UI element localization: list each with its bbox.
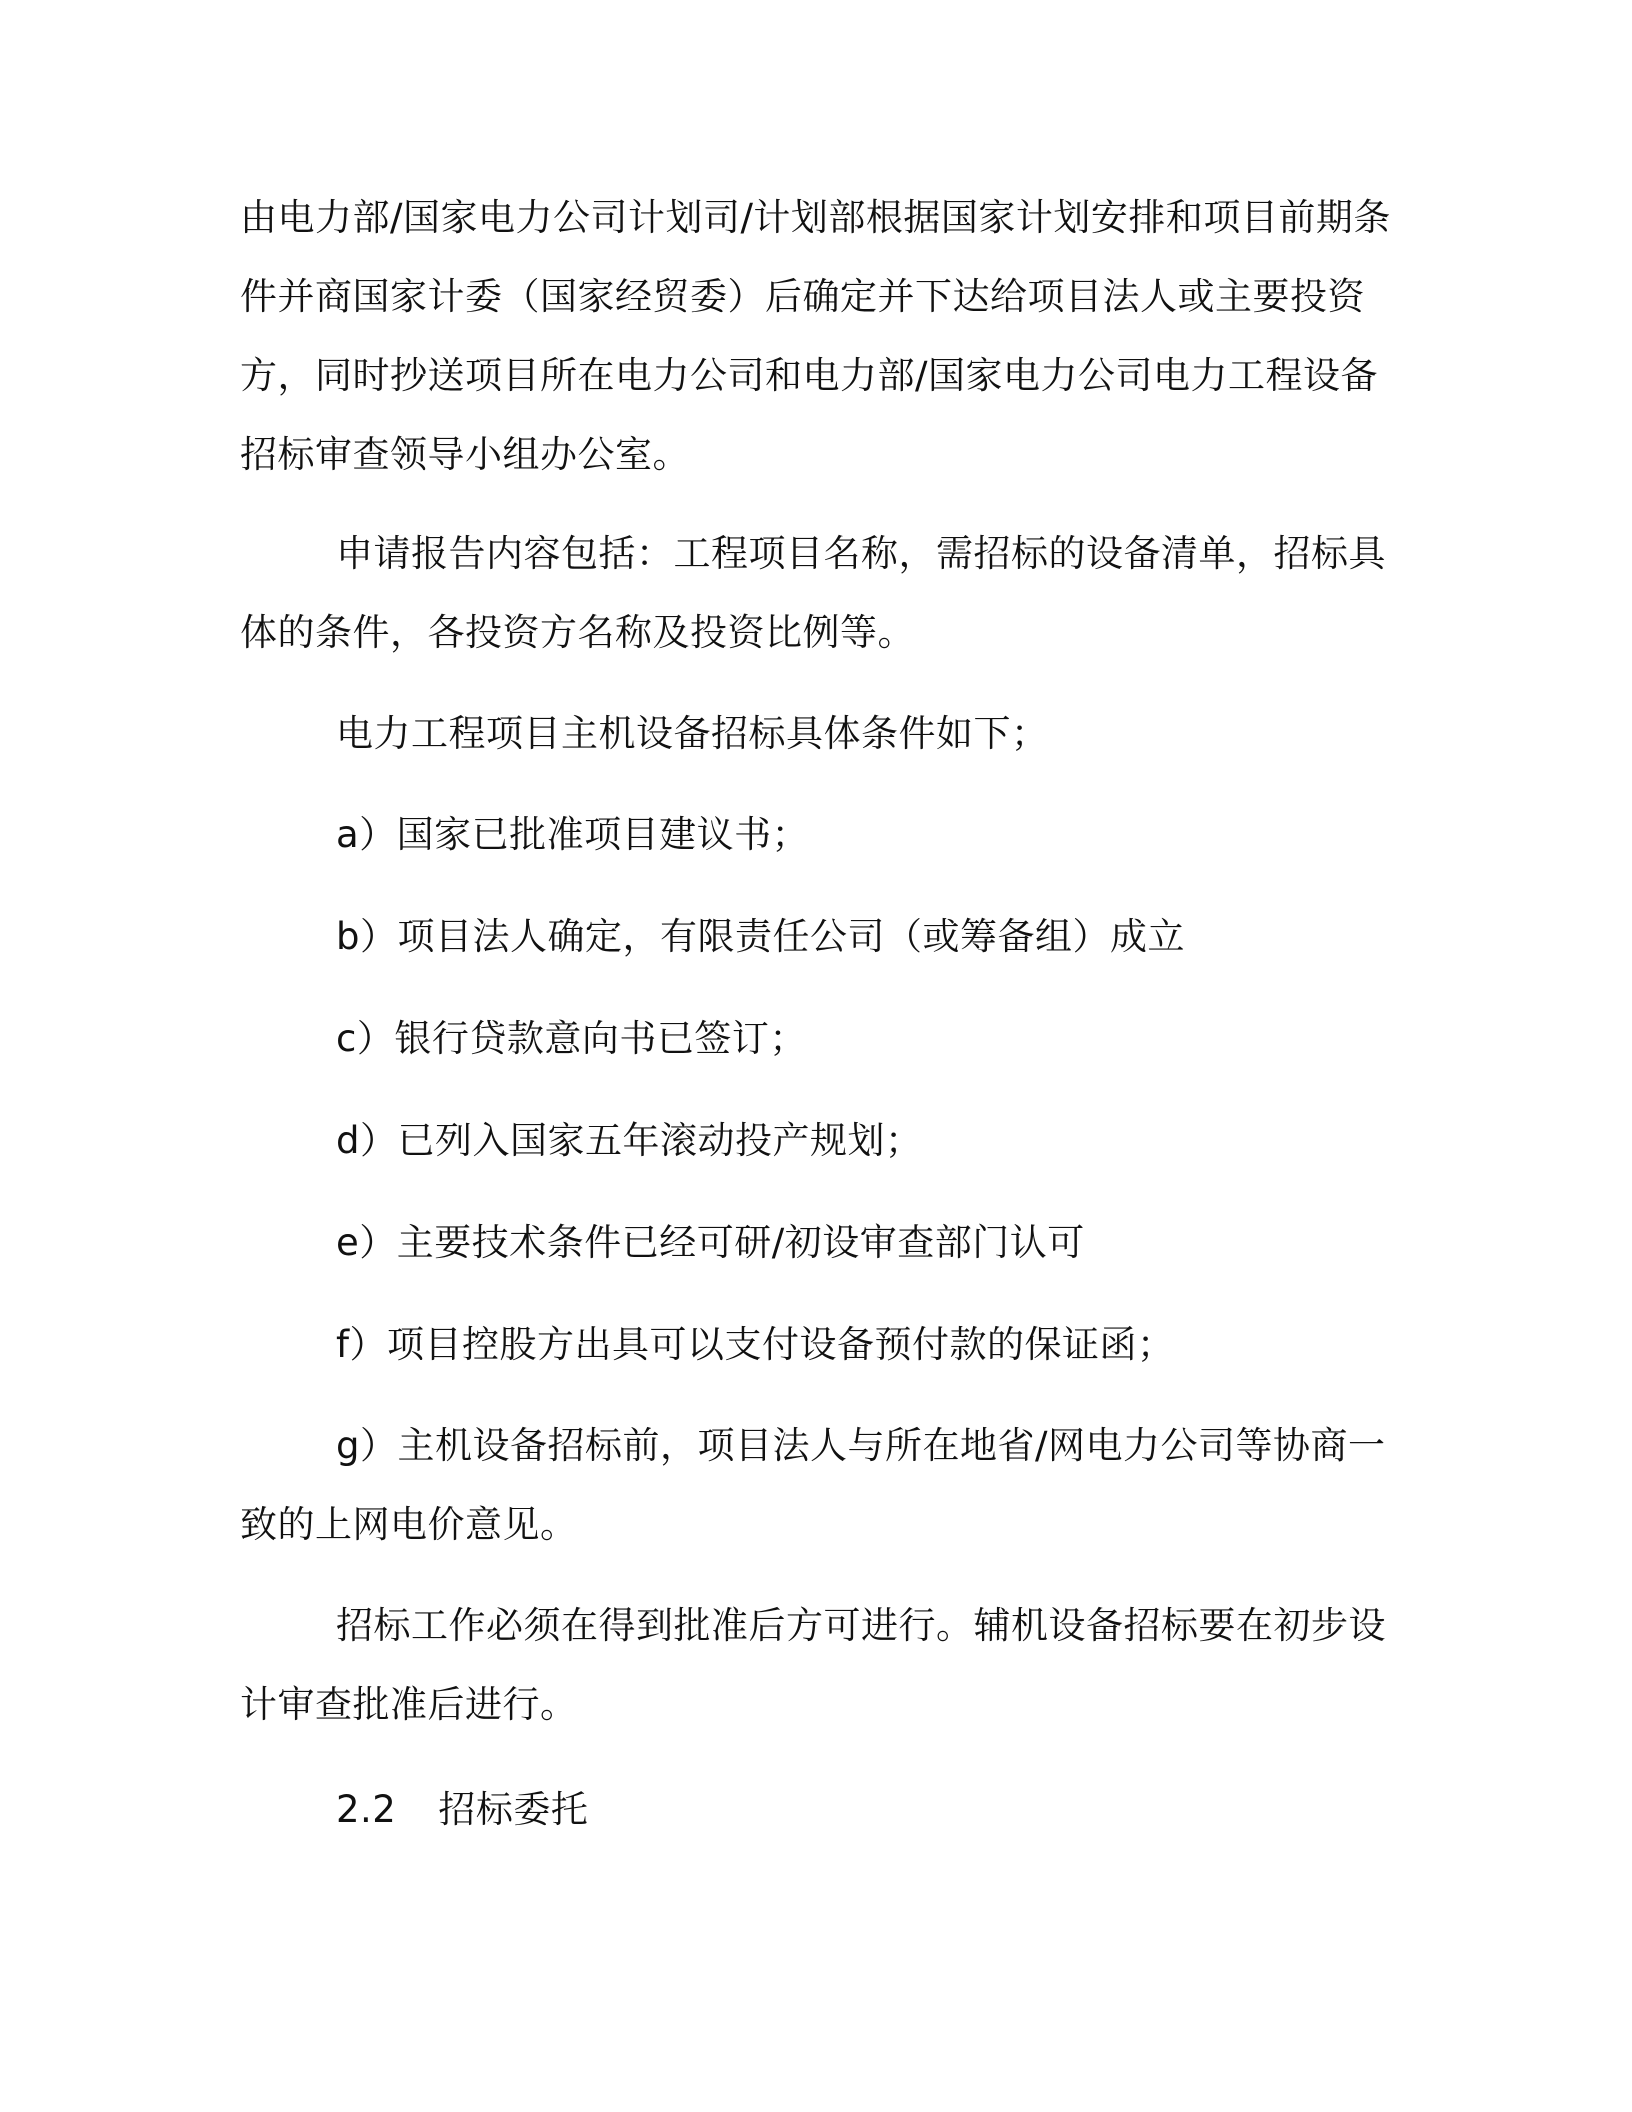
list-item-text: d）已列入国家五年滚动投产规划；	[336, 1119, 923, 1162]
list-item-text: 致的上网电价意见。	[240, 1503, 578, 1546]
list-item-text: e）主要技术条件已经可研/初设审查部门认可	[336, 1221, 1085, 1264]
section-heading	[240, 1770, 1390, 1849]
paragraph-conditions-intro	[240, 694, 1390, 773]
list-item-g	[240, 1406, 1390, 1564]
list-item-text: f）项目控股方出具可以支付设备预付款的保证函；	[336, 1323, 1175, 1366]
section-number: 2.2	[336, 1788, 397, 1831]
list-item-text: c）银行贷款意向书已签订；	[336, 1017, 807, 1060]
section-title: 招标委托	[438, 1788, 589, 1831]
paragraph-line: 体的条件，各投资方名称及投资比例等。	[240, 611, 915, 654]
paragraph-line: 招标审查领导小组办公室。	[240, 433, 690, 476]
paragraph-line: 计审查批准后进行。	[240, 1683, 578, 1726]
list-item-d	[240, 1101, 1390, 1180]
list-item-b	[240, 897, 1390, 976]
paragraph-line: 方，同时抄送项目所在电力公司和电力部/国家电力公司电力工程设备	[240, 354, 1378, 397]
list-item-a	[240, 795, 1390, 874]
list-item-text: g）主机设备招标前，项目法人与所在地省/网电力公司等协商一	[336, 1424, 1386, 1467]
list-item-f	[240, 1305, 1390, 1384]
paragraph-line: 由电力部/国家电力公司计划司/计划部根据国家计划安排和项目前期条	[240, 196, 1391, 239]
paragraph-approval-requirement	[240, 1586, 1390, 1744]
paragraph-line: 申请报告内容包括：工程项目名称，需招标的设备清单，招标具	[336, 532, 1386, 575]
paragraph-line: 件并商国家计委（国家经贸委）后确定并下达给项目法人或主要投资	[240, 275, 1365, 318]
list-item-text: a）国家已批准项目建议书；	[336, 813, 810, 856]
list-item-c	[240, 999, 1390, 1078]
paragraph-line: 招标工作必须在得到批准后方可进行。辅机设备招标要在初步设	[336, 1604, 1386, 1647]
paragraph-line: 电力工程项目主机设备招标具体条件如下；	[336, 712, 1049, 755]
paragraph-approval-process	[240, 178, 1390, 494]
list-item-e	[240, 1203, 1390, 1282]
list-item-text: b）项目法人确定，有限责任公司（或筹备组）成立	[336, 915, 1185, 958]
paragraph-report-contents	[240, 514, 1390, 672]
